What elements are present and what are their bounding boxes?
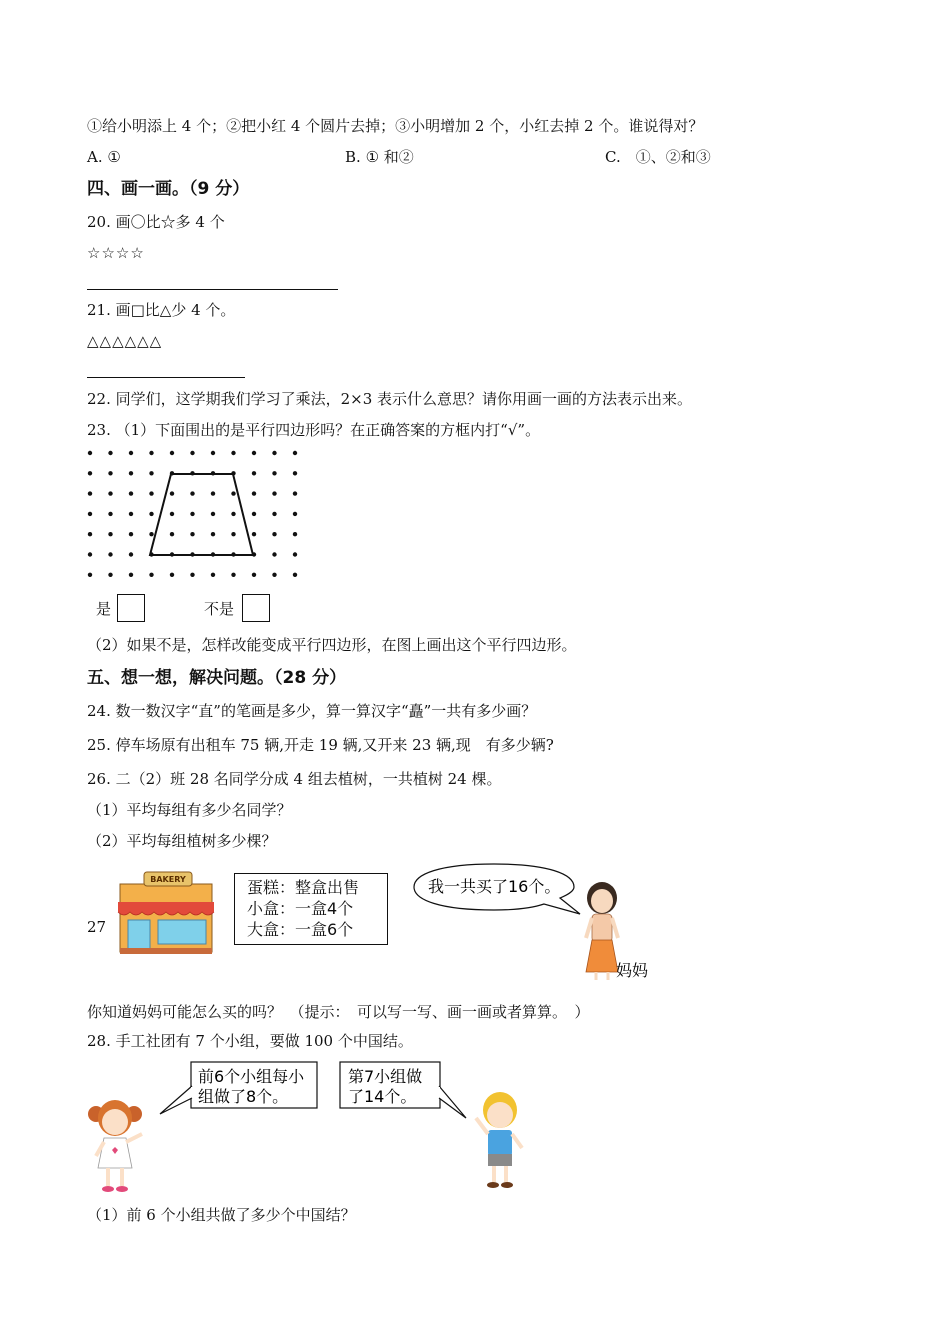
grid-dot <box>88 532 92 536</box>
q26-part1: （1）平均每组有多少名同学？ <box>87 801 292 819</box>
grid-dot <box>108 451 112 455</box>
q26-part2: （2）平均每组植树多少棵？ <box>87 832 277 850</box>
grid-dot <box>129 512 133 516</box>
q23-no-label: 不是 <box>204 600 235 618</box>
q19-option-b[interactable]: B. ① 和② <box>345 148 414 166</box>
grid-dot <box>88 573 92 577</box>
q27-number: 27 <box>87 918 107 936</box>
grid-dot <box>293 491 297 495</box>
grid-dot <box>252 451 256 455</box>
dot-grid-figure <box>80 444 310 589</box>
grid-dot <box>252 532 256 536</box>
q23-no-checkbox[interactable] <box>242 594 270 622</box>
grid-dot <box>170 451 174 455</box>
q28-label: 28. 手工社团有 7 个小组，要做 100 个中国结。 <box>87 1032 413 1050</box>
q23-label: 23. （1）下面围出的是平行四边形吗？在正确答案的方框内打“√”。 <box>87 421 541 439</box>
grid-dot <box>272 532 276 536</box>
grid-dot <box>129 491 133 495</box>
grid-dot <box>293 451 297 455</box>
cake-menu-box <box>234 873 388 945</box>
grid-dot <box>272 552 276 556</box>
grid-dot <box>149 573 153 577</box>
section4-title: 四、画一画。（9 分） <box>87 179 250 199</box>
grid-dot <box>231 491 235 495</box>
grid-dot <box>170 512 174 516</box>
mom-label: 妈妈 <box>616 961 649 980</box>
grid-dot <box>108 491 112 495</box>
mom-speech-text: 我一共买了16个。 <box>428 877 561 896</box>
q21-triangles: △△△△△△ <box>87 332 163 350</box>
grid-dot <box>129 573 133 577</box>
trapezoid-shape <box>150 474 253 555</box>
q20-stars: ☆☆☆☆ <box>87 244 145 262</box>
grid-dot <box>252 573 256 577</box>
bakery-illustration <box>114 868 218 956</box>
grid-dot <box>272 471 276 475</box>
grid-dot <box>293 471 297 475</box>
section5-title: 五、想一想，解决问题。（28 分） <box>87 668 347 688</box>
grid-dot <box>272 491 276 495</box>
grid-dot <box>170 573 174 577</box>
boy-speech-line-2: 了14个。 <box>348 1087 417 1106</box>
grid-dot <box>149 512 153 516</box>
q21-label: 21. 画□比△少 4 个。 <box>87 301 236 319</box>
grid-dot <box>293 573 297 577</box>
grid-dot <box>129 552 133 556</box>
grid-dot <box>170 491 174 495</box>
grid-dot <box>108 532 112 536</box>
grid-dot <box>252 491 256 495</box>
q19-option-c[interactable]: C. ①、②和③ <box>605 148 711 166</box>
grid-dot <box>190 451 194 455</box>
q20-answer-line[interactable] <box>87 289 338 290</box>
q22-label: 22. 同学们，这学期我们学习了乘法，2×3 表示什么意思？请你用画一画的方法表示出来。 <box>87 390 693 408</box>
grid-dot <box>88 451 92 455</box>
grid-dot <box>211 451 215 455</box>
grid-dot <box>231 573 235 577</box>
grid-dot <box>190 491 194 495</box>
q24-text: 24. 数一数汉字“直”的笔画是多少，算一算汉字“矗”一共有多少画？ <box>87 702 537 720</box>
grid-dot <box>211 532 215 536</box>
grid-dot <box>88 552 92 556</box>
grid-dot <box>293 532 297 536</box>
menu-line-3: 大盒：一盒6个 <box>247 920 354 939</box>
q25-text: 25. 停车场原有出租车 75 辆,开走 19 辆,又开来 23 辆,现 有多少辆? <box>87 736 554 754</box>
grid-dot <box>129 451 133 455</box>
grid-dot <box>231 532 235 536</box>
grid-dot <box>272 573 276 577</box>
grid-dot <box>88 491 92 495</box>
grid-dot <box>88 471 92 475</box>
grid-dot <box>108 471 112 475</box>
grid-dot <box>129 471 133 475</box>
grid-dot <box>149 471 153 475</box>
grid-dot <box>129 532 133 536</box>
q23-yes-label: 是 <box>96 600 112 618</box>
girl-speech-line-1: 前6个小组每小 <box>198 1067 305 1086</box>
q27-question: 你知道妈妈可能怎么买的吗？ （提示： 可以写一写、画一画或者算算。 ） <box>87 1003 590 1021</box>
boy-speech-bubble <box>338 1060 468 1122</box>
grid-dot <box>190 532 194 536</box>
menu-line-1: 蛋糕：整盒出售 <box>247 878 360 897</box>
grid-dot <box>211 573 215 577</box>
menu-line-2: 小盒：一盒4个 <box>247 899 354 918</box>
boy-speech-line-1: 第7小组做 <box>348 1067 423 1086</box>
grid-dot <box>108 573 112 577</box>
grid-dot <box>252 512 256 516</box>
grid-dot <box>231 451 235 455</box>
grid-dot <box>272 512 276 516</box>
q28-part1: （1）前 6 个小组共做了多少个中国结？ <box>87 1206 356 1224</box>
grid-dot <box>170 532 174 536</box>
girl-speech-line-2: 组做了8个。 <box>198 1087 289 1106</box>
grid-dot <box>108 552 112 556</box>
grid-dot <box>252 471 256 475</box>
grid-dot <box>149 491 153 495</box>
grid-dot <box>108 512 112 516</box>
grid-dot <box>149 451 153 455</box>
girl-figure <box>84 1094 154 1194</box>
mom-speech-bubble <box>410 860 585 920</box>
girl-speech-bubble <box>158 1060 320 1116</box>
q26-label: 26. 二（2）班 28 名同学分成 4 组去植树，一共植树 24 棵。 <box>87 770 502 788</box>
grid-dot <box>190 573 194 577</box>
grid-dot <box>190 512 194 516</box>
boy-figure <box>466 1088 538 1192</box>
q19-option-a[interactable]: A. ① <box>87 148 121 166</box>
grid-dot <box>211 491 215 495</box>
grid-dot <box>149 532 153 536</box>
q23-yes-checkbox[interactable] <box>117 594 145 622</box>
grid-dot <box>231 512 235 516</box>
grid-dot <box>88 512 92 516</box>
grid-dot <box>293 512 297 516</box>
q19-statement: ①给小明添上 4 个；②把小红 4 个圆片去掉；③小明增加 2 个，小红去掉 2 个。谁说得对？ <box>87 117 704 135</box>
grid-dot <box>272 451 276 455</box>
q23-part2: （2）如果不是，怎样改能变成平行四边形，在图上画出这个平行四边形。 <box>87 636 577 654</box>
q20-label: 20. 画〇比☆多 4 个 <box>87 213 225 231</box>
grid-dot <box>293 552 297 556</box>
bakery-sign: BAKERY <box>150 875 186 884</box>
q21-answer-line[interactable] <box>87 377 245 378</box>
mom-figure <box>580 876 660 984</box>
grid-dot <box>211 512 215 516</box>
